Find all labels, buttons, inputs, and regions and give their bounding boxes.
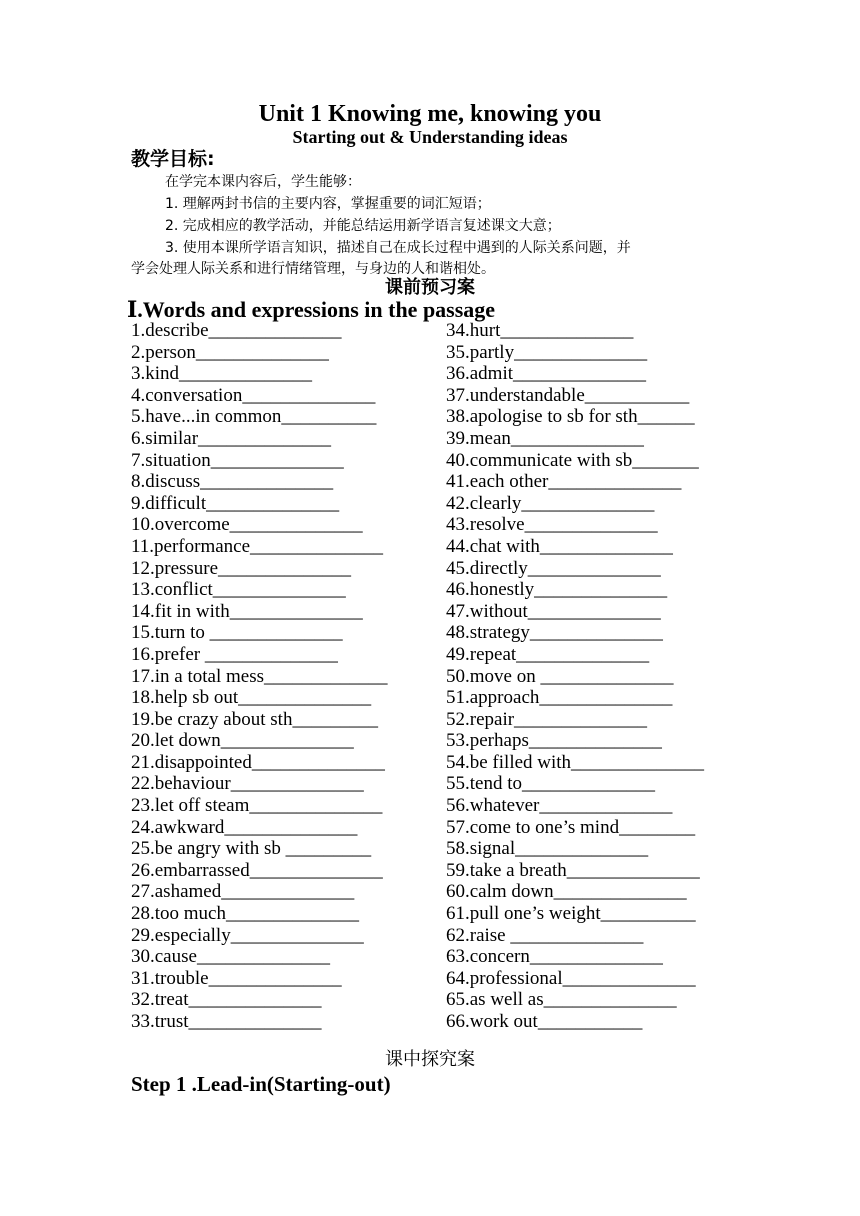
words-heading: Ⅰ.Words and expressions in the passage bbox=[127, 297, 496, 322]
vocab-item: 58.signal______________ bbox=[446, 838, 649, 860]
vocab-item: 60.calm down______________ bbox=[446, 881, 687, 903]
vocab-item: 29.especially______________ bbox=[131, 924, 364, 946]
objectives-heading: 教学目标: bbox=[131, 148, 215, 170]
unit-subtitle: Starting out & Understanding ideas bbox=[292, 127, 568, 147]
vocab-item: 24.awkward______________ bbox=[131, 816, 358, 838]
vocab-item: 12.pressure______________ bbox=[131, 557, 352, 579]
vocab-item: 65.as well as______________ bbox=[446, 989, 677, 1011]
vocab-item: 49.repeat______________ bbox=[446, 643, 650, 665]
objective-item-3: 3. 使用本课所学语言知识，描述自己在成长过程中遇到的人际关系问题，并 bbox=[165, 240, 631, 256]
vocab-item: 5.have...in common__________ bbox=[131, 406, 377, 428]
vocab-column-left bbox=[131, 320, 387, 1033]
objective-item-1: 1. 理解两封书信的主要内容，掌握重要的词汇短语； bbox=[165, 196, 491, 212]
vocab-item: 42.clearly______________ bbox=[446, 492, 655, 514]
vocab-item: 25.be angry with sb _________ bbox=[131, 838, 372, 860]
vocab-item: 30.cause______________ bbox=[131, 946, 330, 968]
vocab-item: 6.similar______________ bbox=[131, 427, 332, 449]
vocab-item: 31.trouble______________ bbox=[131, 967, 342, 989]
vocab-item: 55.tend to______________ bbox=[446, 773, 655, 795]
vocab-item: 9.difficult______________ bbox=[131, 492, 340, 514]
vocab-item: 66.work out___________ bbox=[446, 1011, 643, 1032]
vocab-item: 53.perhaps______________ bbox=[446, 730, 662, 752]
vocab-column-right bbox=[446, 320, 704, 1033]
vocab-item: 8.discuss______________ bbox=[131, 471, 334, 493]
preview-section-heading: 课前预习案 bbox=[385, 277, 475, 298]
vocab-item: 52.repair______________ bbox=[446, 708, 648, 730]
vocab-item: 17.in a total mess_____________ bbox=[131, 665, 388, 687]
vocab-item: 51.approach______________ bbox=[446, 687, 673, 709]
vocab-item: 7.situation______________ bbox=[131, 449, 344, 471]
vocab-item: 61.pull one’s weight__________ bbox=[446, 903, 696, 925]
vocab-item: 2.person______________ bbox=[131, 341, 329, 363]
vocab-item: 36.admit______________ bbox=[446, 363, 647, 385]
vocab-item: 54.be filled with______________ bbox=[446, 751, 705, 773]
vocab-item: 15.turn to ______________ bbox=[131, 622, 343, 644]
vocab-item: 37.understandable___________ bbox=[446, 384, 690, 406]
vocab-item: 26.embarrassed______________ bbox=[131, 859, 383, 881]
vocab-item: 13.conflict______________ bbox=[131, 579, 346, 601]
vocab-item: 44.chat with______________ bbox=[446, 535, 673, 557]
step1-heading: Step 1 .Lead-in(Starting-out) bbox=[131, 1072, 391, 1096]
vocab-item: 28.too much______________ bbox=[131, 903, 359, 925]
vocab-item: 43.resolve______________ bbox=[446, 514, 658, 536]
vocab-item: 57.come to one’s mind________ bbox=[446, 816, 696, 838]
unit-title: Unit 1 Knowing me, knowing you bbox=[258, 101, 602, 127]
vocab-item: 46.honestly______________ bbox=[446, 579, 668, 601]
vocab-item: 38.apologise to sb for sth______ bbox=[446, 406, 695, 428]
vocab-item: 4.conversation______________ bbox=[131, 384, 376, 406]
vocab-item: 39.mean______________ bbox=[446, 427, 644, 449]
vocab-item: 35.partly______________ bbox=[446, 341, 648, 363]
vocab-item: 22.behaviour______________ bbox=[131, 773, 364, 795]
vocab-item: 10.overcome______________ bbox=[131, 514, 363, 536]
vocab-item: 63.concern______________ bbox=[446, 946, 663, 968]
vocab-item: 1.describe______________ bbox=[131, 320, 342, 341]
vocab-item: 56.whatever______________ bbox=[446, 795, 673, 817]
vocab-item: 11.performance______________ bbox=[131, 535, 384, 557]
vocab-item: 32.treat______________ bbox=[131, 989, 322, 1011]
vocab-item: 48.strategy______________ bbox=[446, 622, 663, 644]
vocab-item: 59.take a breath______________ bbox=[446, 859, 700, 881]
objectives-intro: 在学完本课内容后，学生能够： bbox=[165, 174, 361, 190]
vocab-item: 62.raise ______________ bbox=[446, 924, 644, 946]
objective-item-2: 2. 完成相应的教学活动，并能总结运用新学语言复述课文大意； bbox=[165, 218, 561, 234]
vocab-item: 19.be crazy about sth_________ bbox=[131, 708, 378, 730]
class-section-heading: 课中探究案 bbox=[385, 1049, 475, 1070]
vocab-item: 50.move on ______________ bbox=[446, 665, 674, 687]
vocab-item: 23.let off steam______________ bbox=[131, 795, 383, 817]
vocab-item: 33.trust______________ bbox=[131, 1011, 322, 1032]
vocab-item: 27.ashamed______________ bbox=[131, 881, 355, 903]
vocab-item: 45.directly______________ bbox=[446, 557, 661, 579]
vocab-item: 18.help sb out______________ bbox=[131, 687, 372, 709]
vocab-item: 40.communicate with sb_______ bbox=[446, 449, 699, 471]
vocab-item: 3.kind______________ bbox=[131, 363, 313, 385]
vocab-item: 64.professional______________ bbox=[446, 967, 696, 989]
vocab-item: 20.let down______________ bbox=[131, 730, 354, 752]
vocab-item: 34.hurt______________ bbox=[446, 320, 634, 341]
vocab-item: 41.each other______________ bbox=[446, 471, 682, 493]
vocab-item: 47.without______________ bbox=[446, 600, 661, 622]
vocab-item: 16.prefer ______________ bbox=[131, 643, 338, 665]
objective-item-3-cont: 学会处理人际关系和进行情绪管理，与身边的人和谐相处。 bbox=[131, 261, 495, 277]
vocab-item: 21.disappointed______________ bbox=[131, 751, 385, 773]
vocab-item: 14.fit in with______________ bbox=[131, 600, 363, 622]
